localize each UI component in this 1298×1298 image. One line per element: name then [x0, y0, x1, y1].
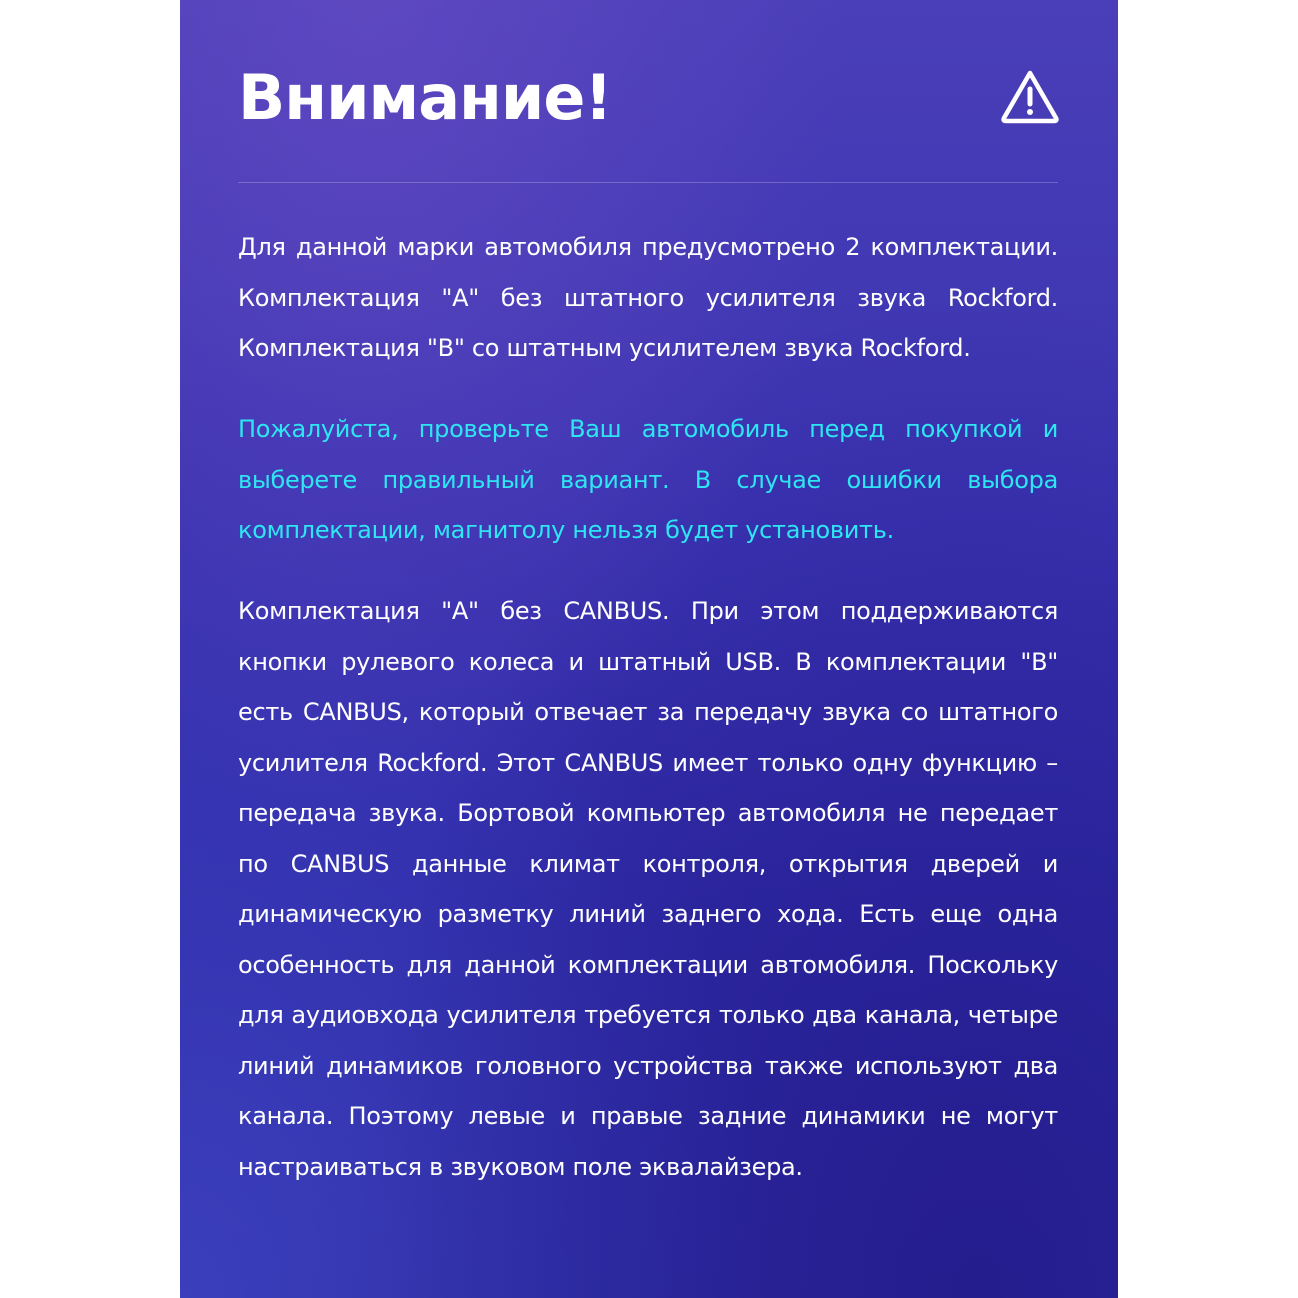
details-paragraph: Комплектация "A" без CANBUS. При этом поддерживаются кнопки рулевого колеса и штатный USB. В комплектации "B" есть CANBUS, который отвечает за передачу звука со штатного усилителя Rockford. Этот CANBUS имеет только одну функцию – передача звука. Бортовой компьютер автомобиля не передает по CANBUS данные климат контроля, открытия дверей и динамическую разметку линий заднего хода. Есть еще одна особенность для данной комплектации автомобиля. Поскольку для аудиовхода усилителя требуется только два канала, четыре линий динамиков головного устройства также используют два канала. Поэтому левые и правые задние динамики не могут настраиваться в звуковом поле эквалайзера.	[238, 597, 1058, 1181]
notice-card	[180, 0, 1118, 1298]
title-divider	[238, 182, 1058, 183]
intro-paragraph: Для данной марки автомобиля предусмотрено 2 комплектации. Комплектация "A" без штатного усилителя звука Rockford. Комплектация "B" со штатным усилителем звука Rockford.	[238, 233, 1058, 362]
warning-paragraph: Пожалуйста, проверьте Ваш автомобиль перед покупкой и выберете правильный вариант. В случае ошибки выбора комплектации, магнитолу нельзя будет установить.	[238, 415, 1058, 544]
notice-title: Внимание!	[238, 61, 612, 134]
warning-triangle-icon	[1000, 68, 1060, 124]
